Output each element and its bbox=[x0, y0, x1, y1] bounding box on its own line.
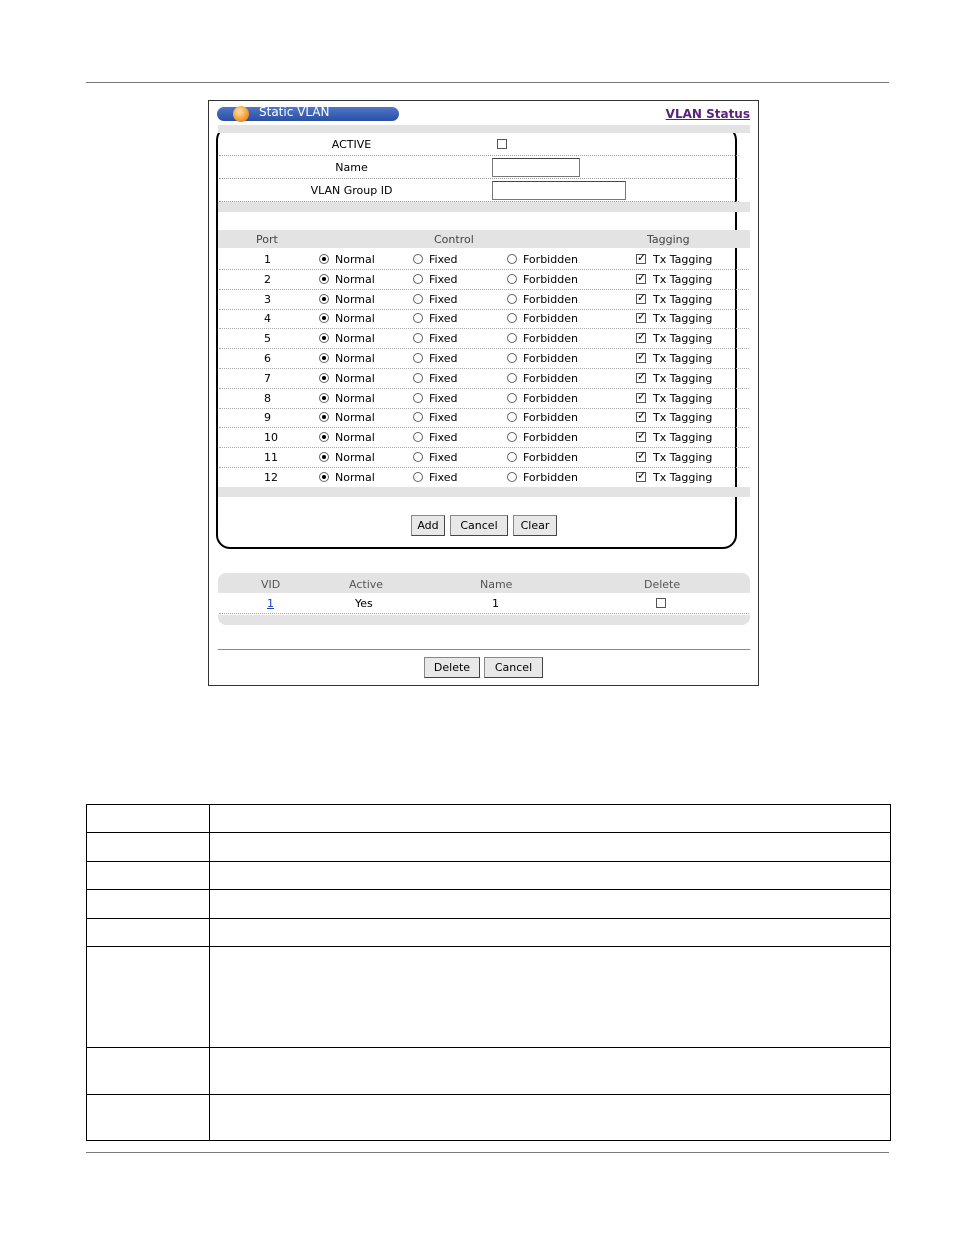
divider bbox=[218, 649, 750, 650]
table-row bbox=[87, 805, 891, 833]
forbidden-label: Forbidden bbox=[523, 411, 578, 425]
normal-label: Normal bbox=[335, 470, 375, 484]
normal-radio[interactable] bbox=[319, 313, 329, 323]
normal-radio[interactable] bbox=[319, 472, 329, 482]
tx-tagging-checkbox[interactable] bbox=[636, 353, 646, 363]
table-row bbox=[87, 1048, 891, 1095]
normal-radio[interactable] bbox=[319, 254, 329, 264]
fixed-radio[interactable] bbox=[413, 313, 423, 323]
port-header: Port bbox=[256, 233, 278, 246]
normal-label: Normal bbox=[335, 332, 375, 346]
fixed-radio[interactable] bbox=[413, 393, 423, 403]
forbidden-radio[interactable] bbox=[507, 353, 517, 363]
table-row bbox=[219, 290, 749, 310]
tx-tagging-checkbox[interactable] bbox=[636, 432, 646, 442]
fixed-radio[interactable] bbox=[413, 373, 423, 383]
fixed-label: Fixed bbox=[429, 292, 458, 306]
forbidden-label: Forbidden bbox=[523, 352, 578, 365]
table-row bbox=[87, 919, 891, 947]
table-row bbox=[219, 309, 749, 329]
normal-radio[interactable] bbox=[319, 373, 329, 383]
table-row bbox=[219, 408, 749, 428]
name-row bbox=[219, 156, 739, 179]
vlan-status-link[interactable]: VLAN Status bbox=[665, 107, 750, 121]
vid-header: VID bbox=[261, 578, 281, 591]
fixed-radio[interactable] bbox=[413, 412, 423, 422]
tx-tagging-label: Tx Tagging bbox=[653, 470, 713, 484]
forbidden-label: Forbidden bbox=[523, 312, 578, 326]
static-vlan-panel bbox=[208, 100, 759, 686]
forbidden-label: Forbidden bbox=[523, 332, 578, 346]
normal-radio[interactable] bbox=[319, 452, 329, 462]
normal-label: Normal bbox=[335, 253, 375, 266]
fixed-radio[interactable] bbox=[413, 432, 423, 442]
tx-tagging-checkbox[interactable] bbox=[636, 254, 646, 264]
vid-link[interactable]: 1 bbox=[267, 597, 274, 610]
port-number: 3 bbox=[264, 292, 271, 306]
port-number: 8 bbox=[264, 391, 271, 405]
forbidden-radio[interactable] bbox=[507, 294, 517, 304]
add-button[interactable]: Add bbox=[411, 515, 445, 536]
forbidden-radio[interactable] bbox=[507, 313, 517, 323]
port-number: 10 bbox=[264, 431, 278, 445]
active-row bbox=[219, 133, 739, 156]
port-table-band bbox=[218, 487, 750, 497]
normal-label: Normal bbox=[335, 391, 375, 405]
normal-label: Normal bbox=[335, 411, 375, 425]
fixed-radio[interactable] bbox=[413, 294, 423, 304]
tx-tagging-label: Tx Tagging bbox=[653, 391, 713, 405]
fixed-radio[interactable] bbox=[413, 452, 423, 462]
tx-tagging-checkbox[interactable] bbox=[636, 294, 646, 304]
fixed-label: Fixed bbox=[429, 451, 458, 464]
forbidden-radio[interactable] bbox=[507, 333, 517, 343]
orb-icon bbox=[233, 106, 249, 122]
tx-tagging-label: Tx Tagging bbox=[653, 332, 713, 346]
fixed-label: Fixed bbox=[429, 312, 458, 326]
forbidden-label: Forbidden bbox=[523, 292, 578, 306]
fixed-label: Fixed bbox=[429, 470, 458, 484]
table-row bbox=[219, 389, 749, 409]
fixed-radio[interactable] bbox=[413, 254, 423, 264]
forbidden-label: Forbidden bbox=[523, 371, 578, 385]
port-number: 11 bbox=[264, 451, 278, 464]
tx-tagging-checkbox[interactable] bbox=[636, 452, 646, 462]
normal-radio[interactable] bbox=[319, 294, 329, 304]
normal-radio[interactable] bbox=[319, 412, 329, 422]
tx-tagging-checkbox[interactable] bbox=[636, 393, 646, 403]
active-label: ACTIVE bbox=[331, 138, 372, 151]
description-table bbox=[86, 804, 891, 1141]
forbidden-label: Forbidden bbox=[523, 391, 578, 405]
delete-header: Delete bbox=[644, 578, 681, 591]
forbidden-label: Forbidden bbox=[523, 431, 578, 445]
tagging-header: Tagging bbox=[647, 233, 690, 246]
normal-label: Normal bbox=[335, 272, 375, 286]
tx-tagging-checkbox[interactable] bbox=[636, 313, 646, 323]
table-row bbox=[219, 250, 749, 270]
tx-tagging-checkbox[interactable] bbox=[636, 472, 646, 482]
tx-tagging-label: Tx Tagging bbox=[653, 451, 713, 464]
fixed-radio[interactable] bbox=[413, 274, 423, 284]
port-number: 9 bbox=[264, 411, 271, 425]
table-row bbox=[87, 862, 891, 890]
table-row bbox=[87, 1095, 891, 1141]
tx-tagging-label: Tx Tagging bbox=[653, 253, 713, 266]
normal-label: Normal bbox=[335, 431, 375, 445]
port-number: 6 bbox=[264, 352, 271, 365]
name-value: 1 bbox=[492, 597, 499, 610]
fixed-label: Fixed bbox=[429, 431, 458, 445]
group-id-row bbox=[219, 179, 739, 202]
control-header: Control bbox=[434, 233, 474, 246]
port-number: 1 bbox=[264, 253, 271, 266]
table-row bbox=[219, 349, 749, 369]
table-row bbox=[219, 369, 749, 389]
fixed-label: Fixed bbox=[429, 411, 458, 425]
normal-radio[interactable] bbox=[319, 333, 329, 343]
table-row bbox=[219, 329, 749, 349]
title-bar bbox=[217, 107, 399, 121]
normal-label: Normal bbox=[335, 292, 375, 306]
forbidden-radio[interactable] bbox=[507, 452, 517, 462]
page-header-rule bbox=[86, 82, 889, 83]
forbidden-radio[interactable] bbox=[507, 432, 517, 442]
active-value: Yes bbox=[355, 597, 373, 610]
tx-tagging-label: Tx Tagging bbox=[653, 431, 713, 445]
table-row bbox=[219, 428, 749, 448]
tx-tagging-checkbox[interactable] bbox=[636, 274, 646, 284]
tx-tagging-label: Tx Tagging bbox=[653, 411, 713, 425]
table-row bbox=[219, 594, 749, 614]
forbidden-radio[interactable] bbox=[507, 412, 517, 422]
delete-button[interactable]: Delete bbox=[424, 657, 480, 678]
forbidden-label: Forbidden bbox=[523, 253, 578, 266]
tx-tagging-label: Tx Tagging bbox=[653, 371, 713, 385]
active-checkbox[interactable] bbox=[497, 139, 507, 149]
table-row bbox=[219, 448, 749, 468]
fixed-label: Fixed bbox=[429, 371, 458, 385]
port-number: 2 bbox=[264, 272, 271, 286]
normal-label: Normal bbox=[335, 312, 375, 326]
normal-label: Normal bbox=[335, 352, 375, 365]
fixed-label: Fixed bbox=[429, 272, 458, 286]
fixed-label: Fixed bbox=[429, 332, 458, 346]
tx-tagging-checkbox[interactable] bbox=[636, 412, 646, 422]
tx-tagging-checkbox[interactable] bbox=[636, 373, 646, 383]
forbidden-label: Forbidden bbox=[523, 272, 578, 286]
tx-tagging-label: Tx Tagging bbox=[653, 352, 713, 365]
forbidden-radio[interactable] bbox=[507, 472, 517, 482]
fixed-label: Fixed bbox=[429, 391, 458, 405]
tx-tagging-checkbox[interactable] bbox=[636, 333, 646, 343]
port-number: 5 bbox=[264, 332, 271, 346]
port-number: 12 bbox=[264, 470, 278, 484]
table-row bbox=[87, 890, 891, 919]
tx-tagging-label: Tx Tagging bbox=[653, 272, 713, 286]
group-id-label: VLAN Group ID bbox=[310, 184, 393, 197]
normal-radio[interactable] bbox=[319, 393, 329, 403]
table-row bbox=[219, 270, 749, 290]
page-title: Static VLAN bbox=[259, 105, 330, 119]
forbidden-radio[interactable] bbox=[507, 373, 517, 383]
fixed-label: Fixed bbox=[429, 253, 458, 266]
forbidden-label: Forbidden bbox=[523, 470, 578, 484]
fixed-label: Fixed bbox=[429, 352, 458, 365]
page-footer-rule bbox=[86, 1152, 889, 1153]
tx-tagging-label: Tx Tagging bbox=[653, 312, 713, 326]
forbidden-radio[interactable] bbox=[507, 274, 517, 284]
normal-label: Normal bbox=[335, 371, 375, 385]
table-row bbox=[219, 468, 749, 488]
name-header: Name bbox=[480, 578, 513, 591]
forbidden-radio[interactable] bbox=[507, 393, 517, 403]
forbidden-radio[interactable] bbox=[507, 254, 517, 264]
cancel-button[interactable]: Cancel bbox=[450, 515, 508, 536]
normal-radio[interactable] bbox=[319, 432, 329, 442]
port-number: 4 bbox=[264, 312, 271, 326]
clear-button[interactable]: Clear bbox=[513, 515, 557, 536]
port-number: 7 bbox=[264, 371, 271, 385]
delete-checkbox[interactable] bbox=[656, 598, 666, 608]
config-band bbox=[218, 202, 750, 212]
table-row bbox=[87, 947, 891, 1048]
fixed-radio[interactable] bbox=[413, 353, 423, 363]
vlan-list-band bbox=[218, 615, 750, 625]
active-header: Active bbox=[349, 578, 384, 591]
top-band bbox=[218, 125, 750, 133]
normal-label: Normal bbox=[335, 451, 375, 464]
normal-radio[interactable] bbox=[319, 274, 329, 284]
fixed-radio[interactable] bbox=[413, 472, 423, 482]
fixed-radio[interactable] bbox=[413, 333, 423, 343]
name-input[interactable] bbox=[492, 158, 580, 177]
tx-tagging-label: Tx Tagging bbox=[653, 292, 713, 306]
normal-radio[interactable] bbox=[319, 353, 329, 363]
table-row bbox=[87, 833, 891, 862]
name-label: Name bbox=[335, 161, 368, 174]
list-cancel-button[interactable]: Cancel bbox=[484, 657, 543, 678]
group-id-input[interactable] bbox=[492, 181, 626, 200]
forbidden-label: Forbidden bbox=[523, 451, 578, 464]
